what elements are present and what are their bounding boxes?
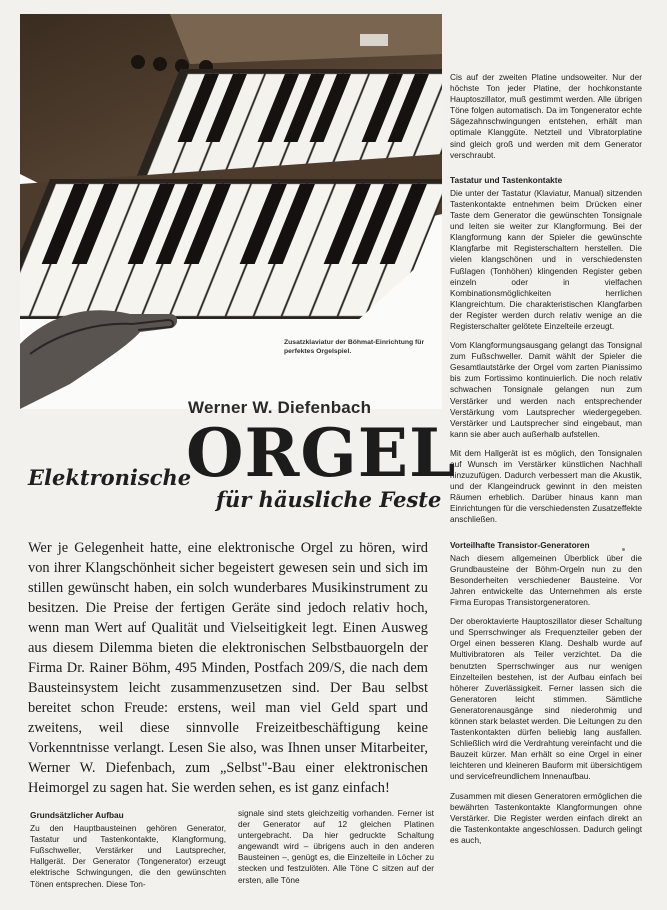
photo-caption: Zusatzklaviatur der Böhmat-Einrichtung für perfektes Orgelspiel. (284, 339, 425, 355)
author-byline: Werner W. Diefenbach (188, 398, 372, 417)
title-kicker: Elektronische (28, 465, 192, 490)
body-paragraph: Zusammen mit diesen Generatoren ermöglichen die bewährten Tastenkontakte Klangformungen ohne Verstärker. Die Register werden einfach direkt an die Tastenkontakte angeschlossen. Dadurch gelingt es auch, (450, 790, 642, 845)
body-paragraph: Der oberoktavierte Hauptoszillator dieser Schaltung und Sperrschwinger als Frequenzteiler geben der Orgel einen besseren Klang. Deshalb wurde auf Multivibratoren als Teiler verzichtet. Da die benutzten Sperrschwinger aus nur wenigen Einzelteilen bestehen, ist der Aufbau einfach bei höherer Zuverlässigkeit. Ferner lassen sich die Generatoren leicht stimmen. Sämtliche Generatorenausgänge sind niederohmig und können stark belastet werden. Die Leitungen zu den Tastenkontakten dürfen beliebig lang ausfallen. Schließlich wird die Verdrahtung vereinfacht und die Bauzeit kürzer. Man erhält so eine Orgel in einer leichteren und kleineren Bauform mit übersichtigem und servicefreundlichem Innenaufbau. (450, 616, 642, 782)
body-paragraph: Die unter der Tastatur (Klaviatur, Manual) sitzenden Tastenkontakte entnehmen beim Drücken einer Taste dem Generator die gewünschten Tonsignale und leiten sie weiter zur Klangformung. Bei der Klangformung kann der Spieler die gewünschte Klangfarbe mit Registerschaltern herstellen. Die vielen klangschönen und in verschiedensten Fußlagen (Tonhöhen) klingenden Register geben einzeln oder in vielfachen Kombinationsmöglichkeiten herrlichen Klangreichtum. Die charakteristischen Klangfarben der Register werden durch relativ wenige an die Registerschalter gelötete Einzelteile erzeugt. (450, 187, 642, 331)
body-paragraph: Vom Klangformungsausgang gelangt das Tonsignal zum Fußschweller. Damit wählt der Spieler die Gesamtlautstärke der Orgel vom zarten Pianissimo bis zum Fortissimo kontinuierlich. Die noch relativ schwachen Tonsignale gelangen nun zum Verstärker und werden nach entsprechender Verstärkung vom Lautsprecher wiedergegeben. Verstärker und Lautsprecher sind eingebaut, man kann sie aber auch außerhalb aufstellen. (450, 340, 642, 439)
subtitle: für häusliche Feste (216, 487, 442, 512)
section-heading: Vorteilhafte Transistor-Generatoren (450, 539, 590, 550)
column-middle (238, 808, 434, 894)
column-right (450, 72, 642, 854)
column-left (30, 808, 226, 898)
main-title: ORGEL (186, 414, 457, 492)
section-heading: Grundsätzlicher Aufbau (30, 810, 124, 820)
section-heading: Tastatur und Tastenkontakte (450, 174, 563, 185)
intro-paragraph: Wer je Gelegenheit hatte, eine elektronische Orgel zu hören, wird von ihrer Klangschönheit sicher begeistert gewesen sein und sich im stillen gewünscht haben, ein solch wunderbares Musikinstrument zu besitzen. Die Preise der fertigen Geräte sind jedoch relativ hoch, wenn man Wert auf Qualität und Vielseitigkeit legt. Einen Ausweg aus diesem Dilemma bieten die elektronischen Selbstbauorgeln der Firma Dr. Rainer Böhm, 495 Minden, Postfach 209/S, die nach dem Bausteinsystem leicht zusammenzusetzen sind. Der Bau selbst bereitet schon Freude: erstens, weil man viel Geld spart und zweitens, weil diese sinnvolle Freizeitbeschäftigung keine Vorkenntnisse verlangt. Lesen Sie also, was Ihnen unser Mitarbeiter, Werner W. Diefenbach, zum „Selbst"-Bau einer elektronischen Heimorgel zu sagen hat. Sie werden sehen, es ist ganz einfach! (28, 540, 428, 796)
body-paragraph: Zu den Hauptbausteinen gehören Generator, Tastatur und Tastenkontakte, Klangformung, Fußschweller, Verstärker und Lautsprecher, Hallgerät. Der Generator (Tongenerator) erzeugt elektrische Schwingungen, die den gewünschten Tönen entsprechen. Diese Ton- (30, 823, 226, 889)
print-speck (622, 548, 625, 551)
body-paragraph: Cis auf der zweiten Platine undsoweiter. Nur der höchste Ton jeder Platine, der hochkonstante Hauptoszillator, muß gestimmt werden. Alle übrigen Töne folgen automatisch. Da im Tongenerator echte Sägezahnschwingungen entstehen, erhält man optimale Klanggüte. Netzteil und Vibratorplatine sind gleich groß und werden mit dem Generator verschraubt. (450, 72, 642, 160)
body-paragraph: signale sind stets gleichzeitig vorhanden. Ferner ist der Generator auf 12 gleichen Platinen untergebracht. Da hier gedruckte Schaltung angewandt wird – übrigens auch in den anderen Bausteinen –, genügt es, die Einzelteile in Löcher zu stecken und festzulöten. Alle Töne C sitzen auf der ersten, alle Töne (238, 808, 434, 885)
body-paragraph: Mit dem Hallgerät ist es möglich, den Tonsignalen auf Wunsch im Verstärker künstlichen Nachhall hinzuzufügen. Dadurch verbessert man die Akustik, und der Klangeindruck gewinnt in den meisten Räumen erheblich. Darüber hinaus kann man Einrichtungen für die verschiedensten Zusatzeffekte anschließen. (450, 447, 642, 525)
body-paragraph: Nach diesem allgemeinen Überblick über die Grundbausteine der Böhm-Orgeln nun zu den Besonderheiten verschiedener Bausteine. Vor Jahren entwickelte das Unternehmen als erste Firma Europas Transistorgeneratoren. (450, 552, 642, 608)
